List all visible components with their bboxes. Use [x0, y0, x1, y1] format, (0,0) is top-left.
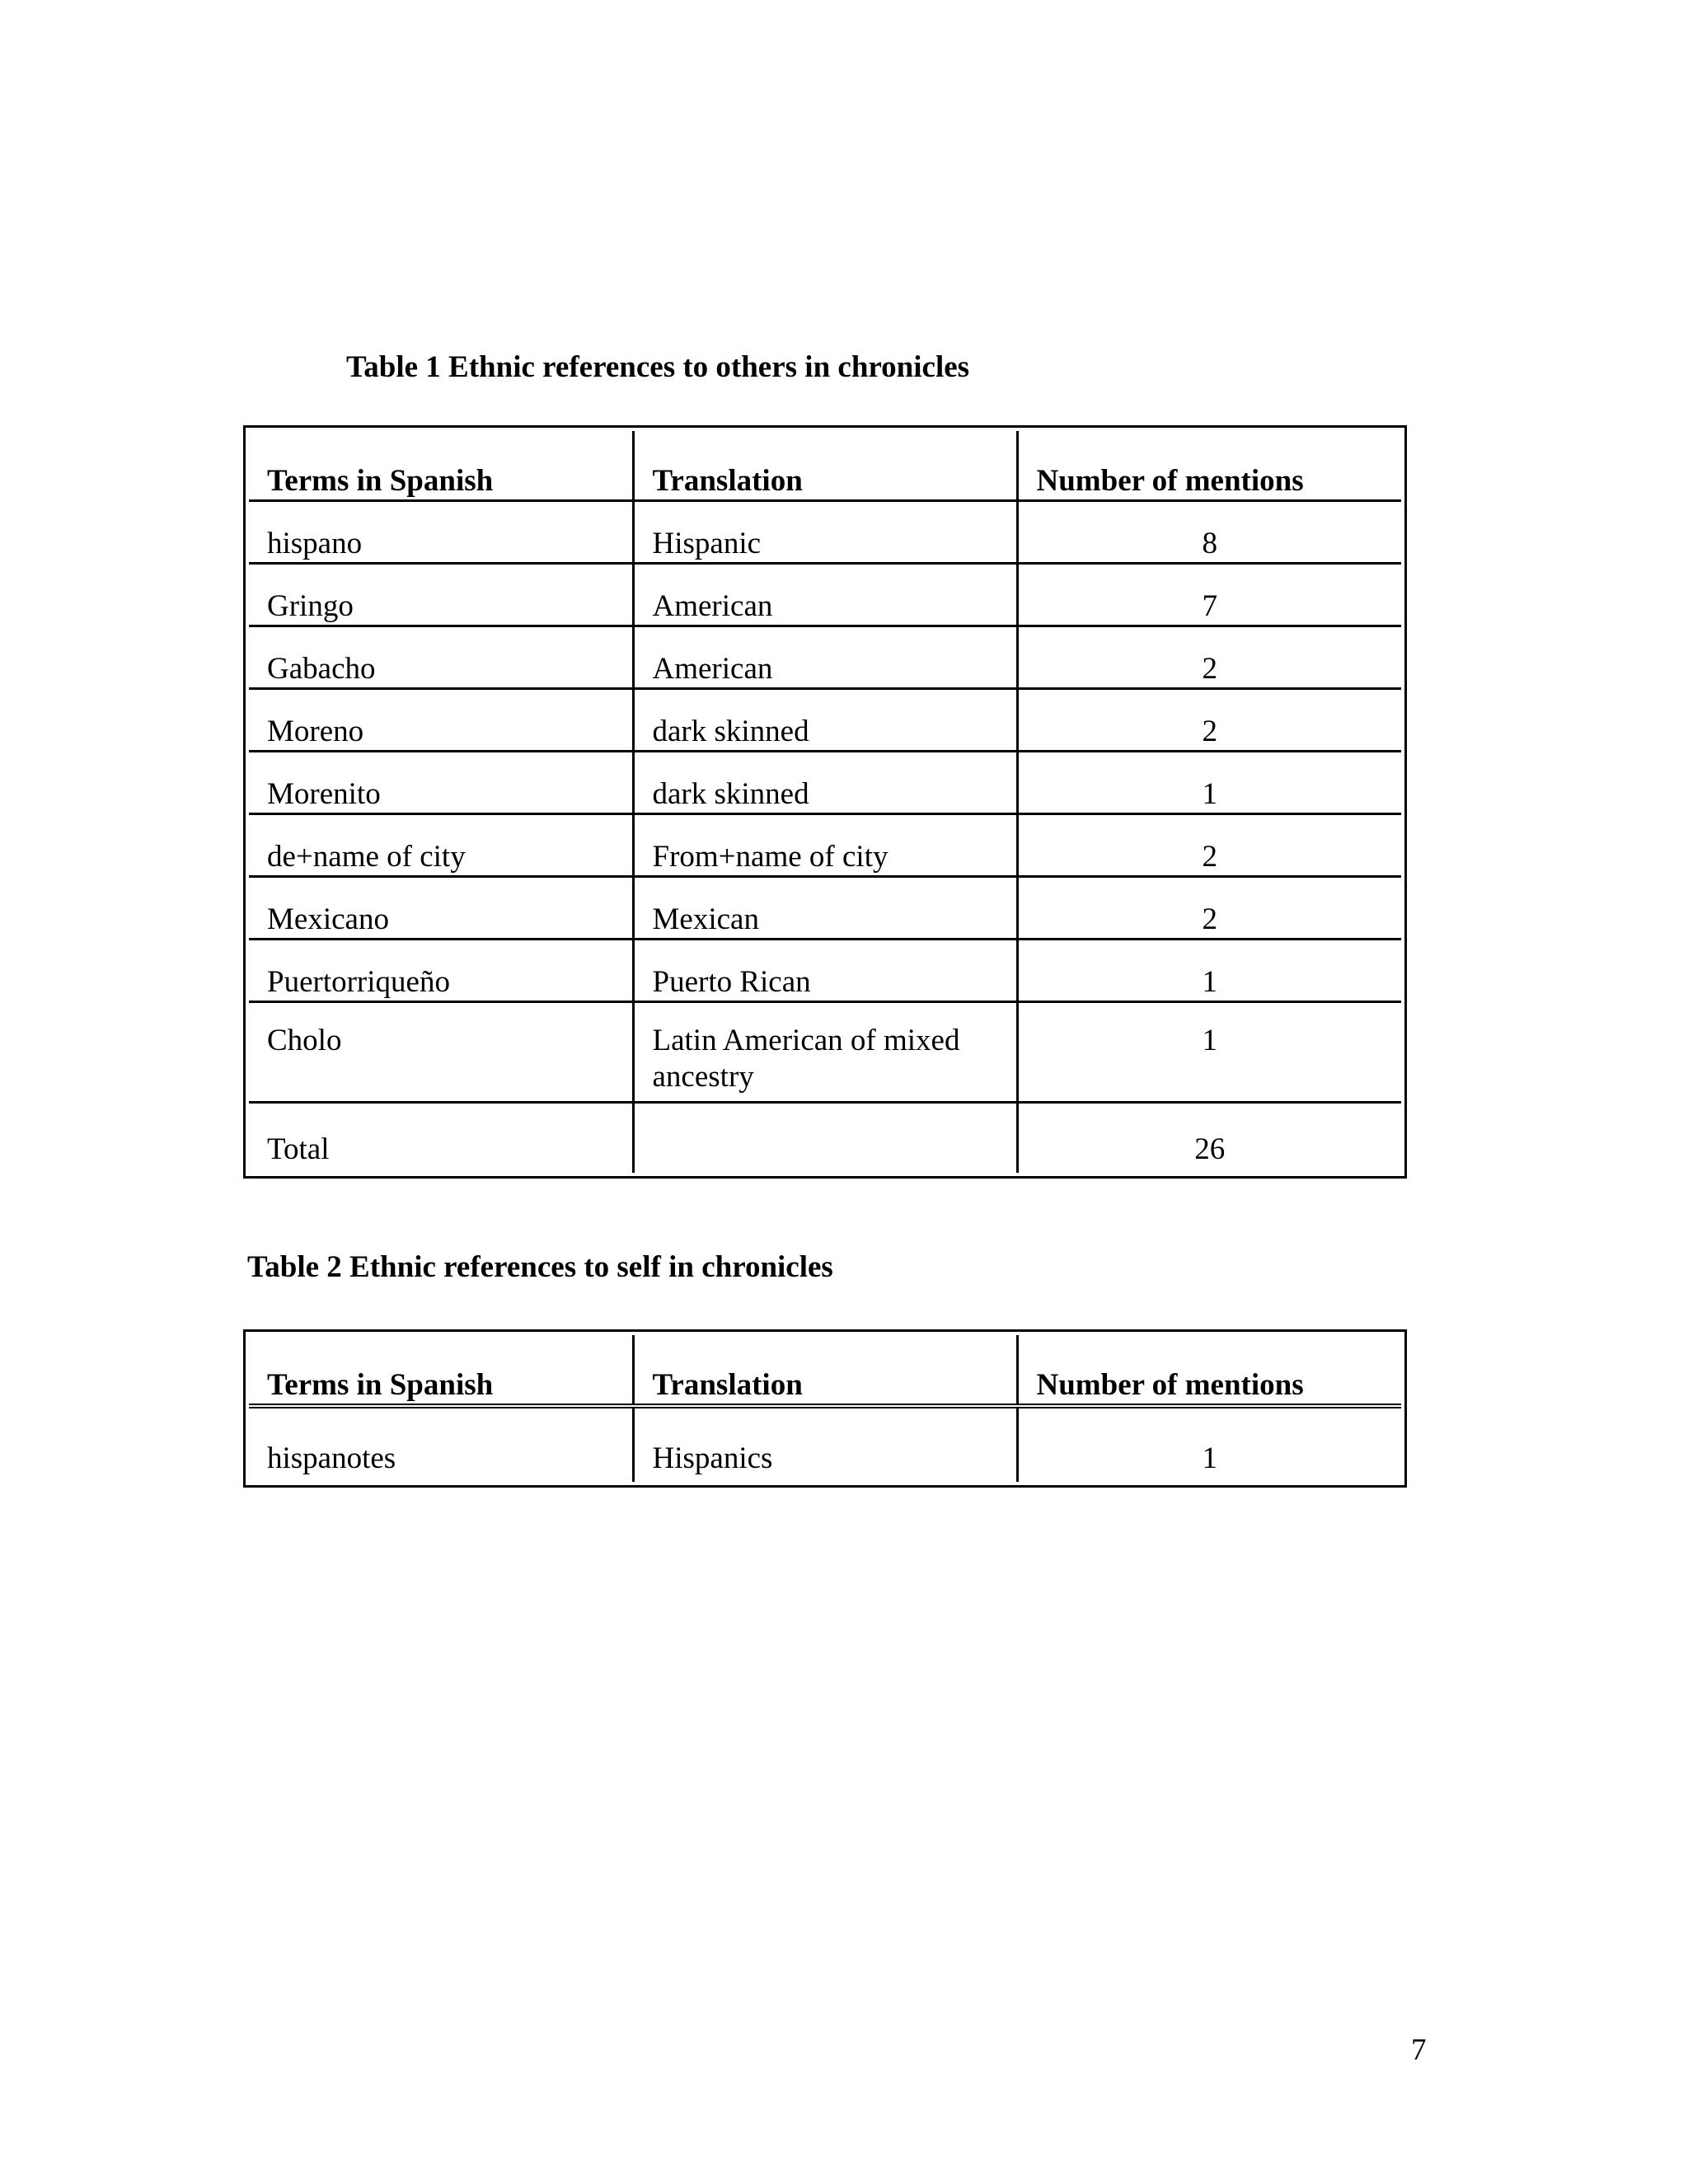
- term-cell: Gringo: [249, 563, 633, 626]
- mentions-cell: 7: [1017, 563, 1401, 626]
- total-mentions-cell: 26: [1017, 1102, 1401, 1173]
- total-empty-cell: [633, 1102, 1017, 1173]
- table2-header-terms: Terms in Spanish: [249, 1335, 633, 1406]
- total-label-cell: Total: [249, 1102, 633, 1173]
- translation-cell: American: [633, 626, 1017, 688]
- mentions-cell: 2: [1017, 626, 1401, 688]
- translation-cell: Latin American of mixed ancestry: [633, 1001, 1017, 1102]
- table2-header-row: [249, 1335, 1401, 1406]
- translation-cell: Hispanics: [633, 1406, 1017, 1482]
- term-cell: Moreno: [249, 688, 633, 751]
- term-cell: Gabacho: [249, 626, 633, 688]
- table1: [243, 425, 1407, 1179]
- mentions-cell: 2: [1017, 688, 1401, 751]
- term-cell: Cholo: [249, 1001, 633, 1102]
- translation-cell: Puerto Rican: [633, 939, 1017, 1001]
- table-row: [249, 1001, 1401, 1102]
- translation-cell: Hispanic: [633, 500, 1017, 563]
- table1-header-translation: Translation: [633, 431, 1017, 500]
- translation-cell: Mexican: [633, 876, 1017, 939]
- table2-header-mentions: Number of mentions: [1017, 1335, 1401, 1406]
- term-cell: Puertorriqueño: [249, 939, 633, 1001]
- mentions-cell: 2: [1017, 813, 1401, 876]
- term-cell: Mexicano: [249, 876, 633, 939]
- translation-cell: dark skinned: [633, 688, 1017, 751]
- table2-header-translation: Translation: [633, 1335, 1017, 1406]
- translation-cell: From+name of city: [633, 813, 1017, 876]
- mentions-cell: 1: [1017, 939, 1401, 1001]
- table-row: [249, 813, 1401, 876]
- translation-cell: American: [633, 563, 1017, 626]
- term-cell: Morenito: [249, 751, 633, 813]
- table-row: [249, 1406, 1401, 1482]
- table-row: [249, 751, 1401, 813]
- table2: [243, 1329, 1407, 1488]
- term-cell: de+name of city: [249, 813, 633, 876]
- mentions-cell: 1: [1017, 751, 1401, 813]
- table1-header-terms: Terms in Spanish: [249, 431, 633, 500]
- table-row: [249, 939, 1401, 1001]
- mentions-cell: 8: [1017, 500, 1401, 563]
- table-row: [249, 563, 1401, 626]
- table-row: [249, 688, 1401, 751]
- table1-header-row: [249, 431, 1401, 500]
- table-row: [249, 626, 1401, 688]
- translation-cell: dark skinned: [633, 751, 1017, 813]
- mentions-cell: 1: [1017, 1001, 1401, 1102]
- table1-header-mentions: Number of mentions: [1017, 431, 1401, 500]
- table-row: [249, 876, 1401, 939]
- page-number: 7: [1411, 2033, 1427, 2067]
- table-row: [249, 500, 1401, 563]
- mentions-cell: 2: [1017, 876, 1401, 939]
- mentions-cell: 1: [1017, 1406, 1401, 1482]
- table1-caption: Table 1 Ethnic references to others in chronicles: [346, 350, 970, 384]
- table-total-row: [249, 1102, 1401, 1173]
- table2-caption: Table 2 Ethnic references to self in chronicles: [247, 1250, 833, 1284]
- term-cell: hispano: [249, 500, 633, 563]
- term-cell: hispanotes: [249, 1406, 633, 1482]
